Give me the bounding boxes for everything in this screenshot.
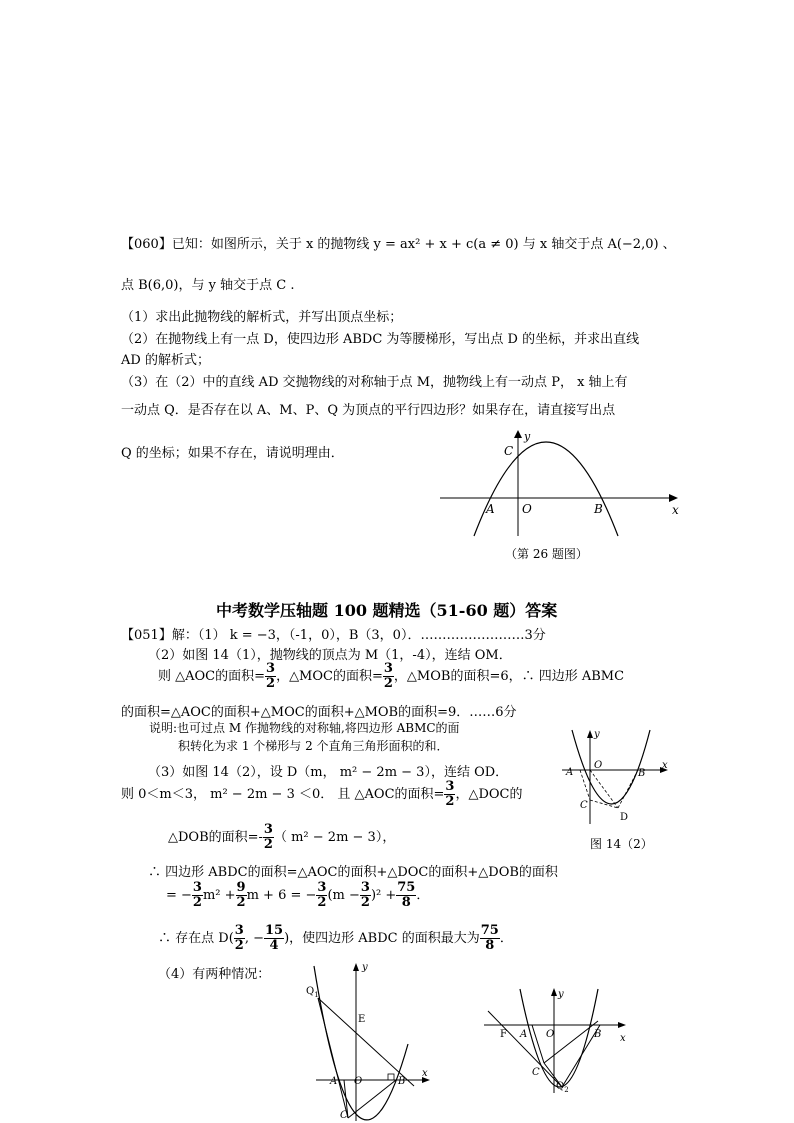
fig14-y-label: y	[594, 729, 600, 740]
figq1-y-label: y	[362, 962, 368, 973]
answer-abdc-area: ∴ 四边形 ABDC的面积=△AOC的面积+△DOC的面积+△DOB的面积	[148, 865, 558, 880]
answers-title: 中考数学压轴题 100 题精选（51-60 题）答案	[216, 601, 558, 620]
answer-max-area: ∴ 存在点 D( $\frac{3}{2}$ , − $\frac{15}{4}$ )，使四边形 ABDC 的面积最大为 $\frac{75}{8}$ ．	[158, 923, 513, 953]
answer-inequality-line: 则 0＜m＜3， m² − 2m − 3 ＜0． 且 △AOC的面积= $\frac{3}{2}$ ，△DOC的	[121, 779, 523, 809]
figq2-f-label: F	[500, 1029, 507, 1040]
figure-14-2	[560, 728, 672, 828]
problem-060-line2: 点 B(6,0)，与 y 轴交于点 C .	[121, 278, 295, 293]
answer-area-line: 则 △AOC的面积= $\frac{3}{2}$ ，△MOC的面积= $\frac{3}{2}$ ，△MOB的面积=6，∴ 四边形 ABMC	[158, 661, 625, 691]
question-2b: AD 的解析式；	[121, 353, 210, 368]
fig26-c-label: C	[504, 444, 514, 458]
fig14-o-label: O	[594, 760, 603, 771]
question-2a: （2）在抛物线上有一点 D，使四边形 ABDC 为等腰梯形，写出点 D 的坐标，并求出直线	[121, 332, 640, 347]
fig14-d-label: D	[620, 812, 629, 823]
fig14-b-label: B	[638, 768, 646, 779]
answer-dob-area: △DOB的面积=- $\frac{3}{2}$ （ m² − 2m − 3），	[168, 822, 396, 852]
answer-051-part4: （4）有两种情况：	[158, 967, 271, 982]
figure-case-q2	[482, 985, 634, 1097]
answer-051-part2: （2）如图 14（1），抛物线的顶点为 M（1，-4），连结 OM．	[148, 648, 512, 663]
answer-note-2: 积转化为求 1 个梯形与 2 个直角三角形面积的和．	[178, 739, 449, 753]
parabola-figure-26	[436, 428, 686, 540]
figq1-b-label: B	[398, 1076, 406, 1087]
figq2-c-label: C	[532, 1067, 540, 1078]
figq1-a-label: A	[330, 1076, 338, 1087]
figq2-a-label: A	[520, 1029, 528, 1040]
figq1-o-label: O	[354, 1076, 363, 1087]
fig26-a-label: A	[486, 502, 495, 516]
answer-051-part1: 【051】解：（1） k = −3，（-1，0），B（3，0）．……………………3分	[121, 628, 546, 643]
figq2-o-label: O	[546, 1029, 555, 1040]
figure-case-q1	[296, 958, 436, 1123]
answer-area-total: 的面积=△AOC的面积+△MOC的面积+△MOB的面积=9．……6分	[121, 705, 517, 720]
fig26-caption: （第 26 题图）	[505, 547, 588, 561]
figq2-b-label: B	[594, 1029, 602, 1040]
fig14-caption: 图 14（2）	[590, 837, 653, 851]
fig26-x-label: x	[672, 503, 679, 517]
figq1-c-label: C	[340, 1110, 348, 1121]
answer-051-part3: （3）如图 14（2），设 D（m， m² − 2m − 3），连结 OD．	[148, 765, 509, 780]
fig26-y-label: y	[524, 430, 531, 443]
answer-expression: = − $\frac{3}{2}$ m² + $\frac{9}{2}$ m + 6 = − $\frac{3}{2}$ (m − $\frac{3}{2}$ )² + $\frac{75}{8}$ ．	[166, 880, 430, 910]
figq2-x-label: x	[620, 1033, 626, 1044]
figq1-e-label: E	[358, 1014, 366, 1025]
fig26-b-label: B	[594, 502, 603, 516]
figq1-q-label: $Q_1$	[306, 986, 319, 999]
fig14-a-label: A	[566, 767, 574, 778]
fig26-o-label: O	[522, 502, 532, 516]
figq2-q-label: $Q_2$	[556, 1081, 569, 1094]
question-3a: （3）在（2）中的直线 AD 交抛物线的对称轴于点 M，抛物线上有一动点 P， x 轴上有	[121, 375, 628, 390]
question-3b: 一动点 Q．是否存在以 A、M、P、Q 为顶点的平行四边形？如果存在，请直接写出点	[121, 403, 616, 418]
fig14-x-label: x	[662, 760, 668, 771]
problem-060-line1: 【060】已知：如图所示，关于 x 的抛物线 y = ax² + x + c(a ≠ 0) 与 x 轴交于点 A(−2,0) 、	[121, 237, 676, 252]
question-1: （1）求出此抛物线的解析式，并写出顶点坐标；	[121, 310, 403, 325]
question-3c: Q 的坐标；如果不存在，请说明理由．	[121, 446, 344, 461]
answer-note-1: 说明:也可过点 M 作抛物线的对称轴,将四边形 ABMC的面	[149, 721, 460, 735]
fig14-c-label: C	[580, 800, 588, 811]
figq1-x-label: x	[422, 1068, 428, 1079]
figq2-y-label: y	[558, 989, 564, 1000]
